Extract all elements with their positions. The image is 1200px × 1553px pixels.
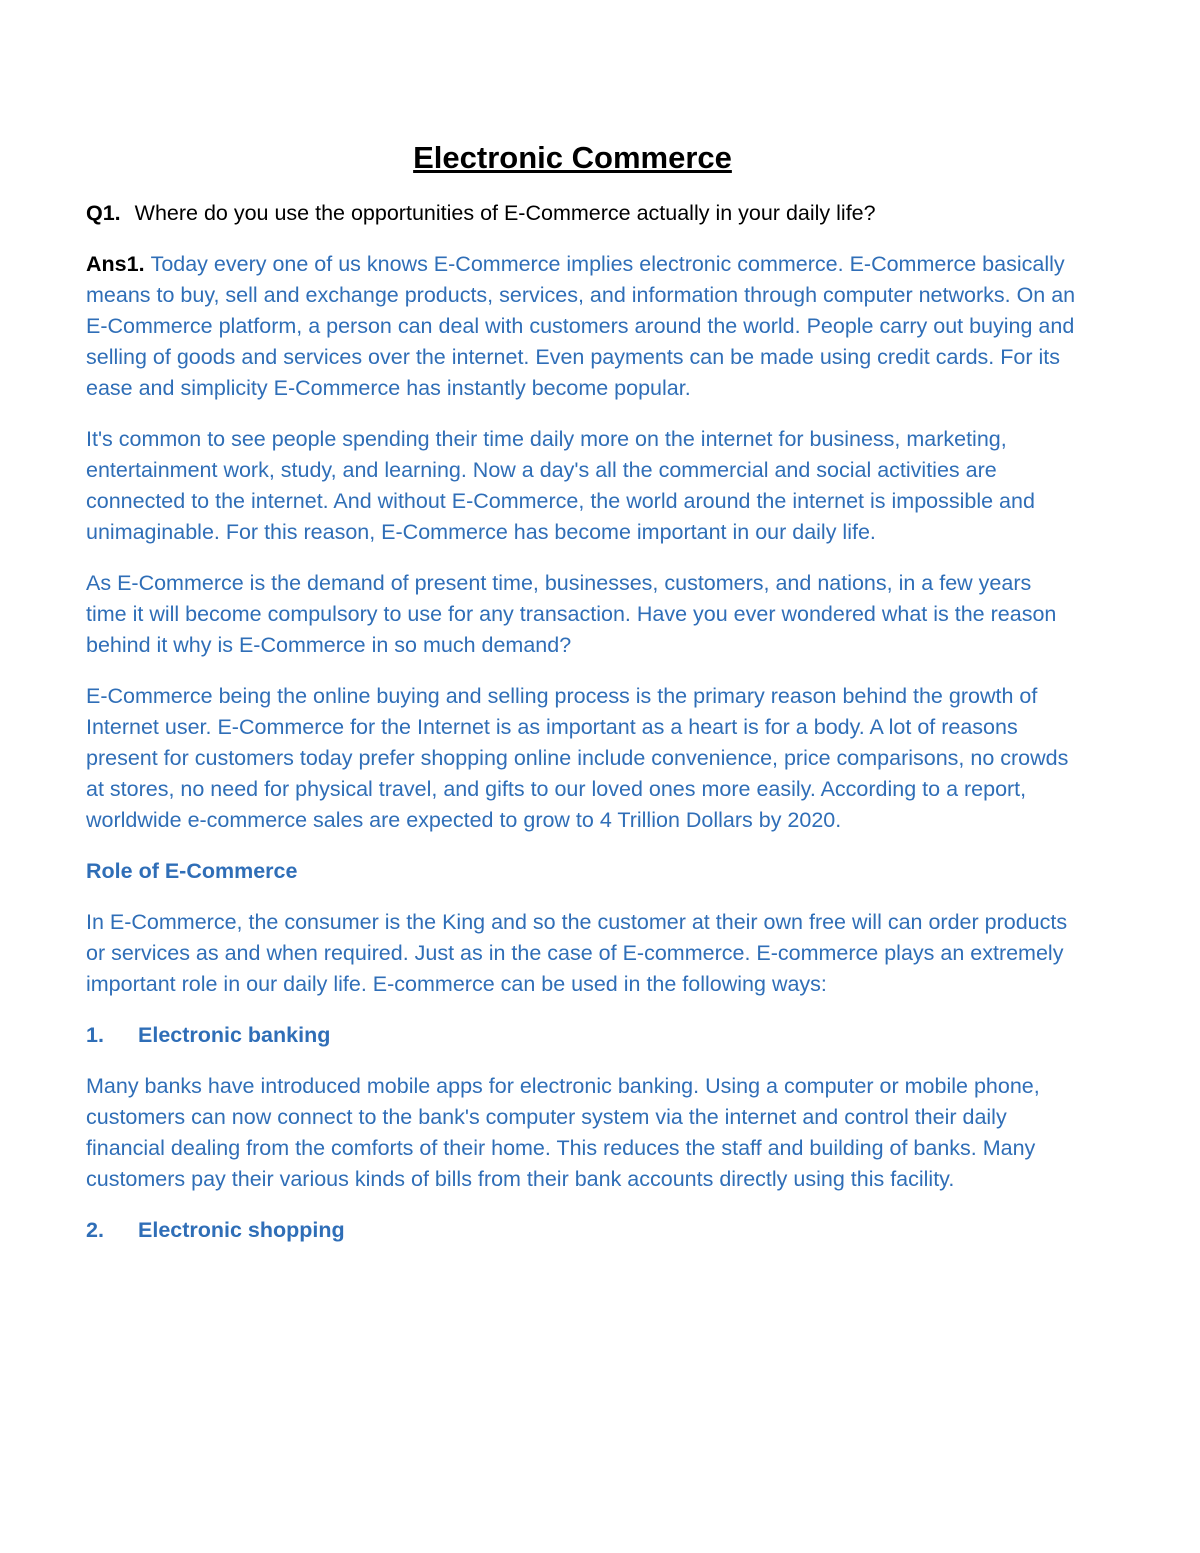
- answer-paragraph-2: It's common to see people spending their time daily more on the internet for business, marketing, entertainment work, study, and learning. Now a day's all the commercial and social activities are connected to the internet. And without E-Commerce, the world around the internet is impossible and unimaginable. For this reason, E-Commerce has become important in our daily life.: [86, 427, 1035, 544]
- answer-paragraph-1: [86, 249, 1076, 404]
- list-item-heading-text: Electronic banking: [138, 1023, 331, 1047]
- answer-paragraph-3: As E-Commerce is the demand of present time, businesses, customers, and nations, in a few years time it will become compulsory to use for any transaction. Have you ever wondered what is the reason behind it why is E-Commerce in so much demand?: [86, 571, 1057, 657]
- role-section-intro: In E-Commerce, the consumer is the King and so the customer at their own free will can order products or services as and when required. Just as in the case of E-commerce. E-commerce plays an extremely important role in our daily life. E-commerce can be used in the following ways:: [86, 910, 1068, 996]
- document-body: [86, 198, 1076, 1266]
- answer-paragraph-4: E-Commerce being the online buying and selling process is the primary reason behind the growth of Internet user. E-Commerce for the Internet is as important as a heart is for a body. A lot of reasons present for customers today prefer shopping online include convenience, price comparisons, no crowds at stores, no need for physical travel, and gifts to our loved ones more easily. According to a report, worldwide e-commerce sales are expected to grow to 4 Trillion Dollars by 2020.: [86, 684, 1069, 832]
- list-item-number: 1.: [86, 1023, 104, 1047]
- list-item-number: 2.: [86, 1218, 104, 1242]
- list-item-heading-electronic-banking: [86, 1020, 1076, 1051]
- role-section-heading: Role of E-Commerce: [86, 859, 298, 883]
- question-1: [86, 198, 1076, 229]
- document-title: Electronic Commerce: [413, 140, 732, 175]
- answer-paragraph-1-text: Today every one of us knows E-Commerce implies electronic commerce. E-Commerce basically means to buy, sell and exchange products, services, and information through computer networks. On an E-Commerce platform, a person can deal with customers around the world. People carry out buying and selling of goods and services over the internet. Even payments can be made using credit cards. For its ease and simplicity E-Commerce has instantly become popular.: [86, 252, 1076, 400]
- question-text: Where do you use the opportunities of E-Commerce actually in your daily life?: [134, 201, 876, 225]
- answer-label: Ans1.: [86, 252, 145, 276]
- list-item-body-electronic-banking: Many banks have introduced mobile apps for electronic banking. Using a computer or mobile phone, customers can now connect to the bank's computer system via the internet and control their daily financial dealing from the comforts of their home. This reduces the staff and building of banks. Many customers pay their various kinds of bills from their bank accounts directly using this facility.: [86, 1074, 1040, 1191]
- list-item-heading-electronic-shopping: [86, 1215, 1076, 1246]
- question-label: Q1.: [86, 201, 121, 225]
- list-item-heading-text: Electronic shopping: [138, 1218, 345, 1242]
